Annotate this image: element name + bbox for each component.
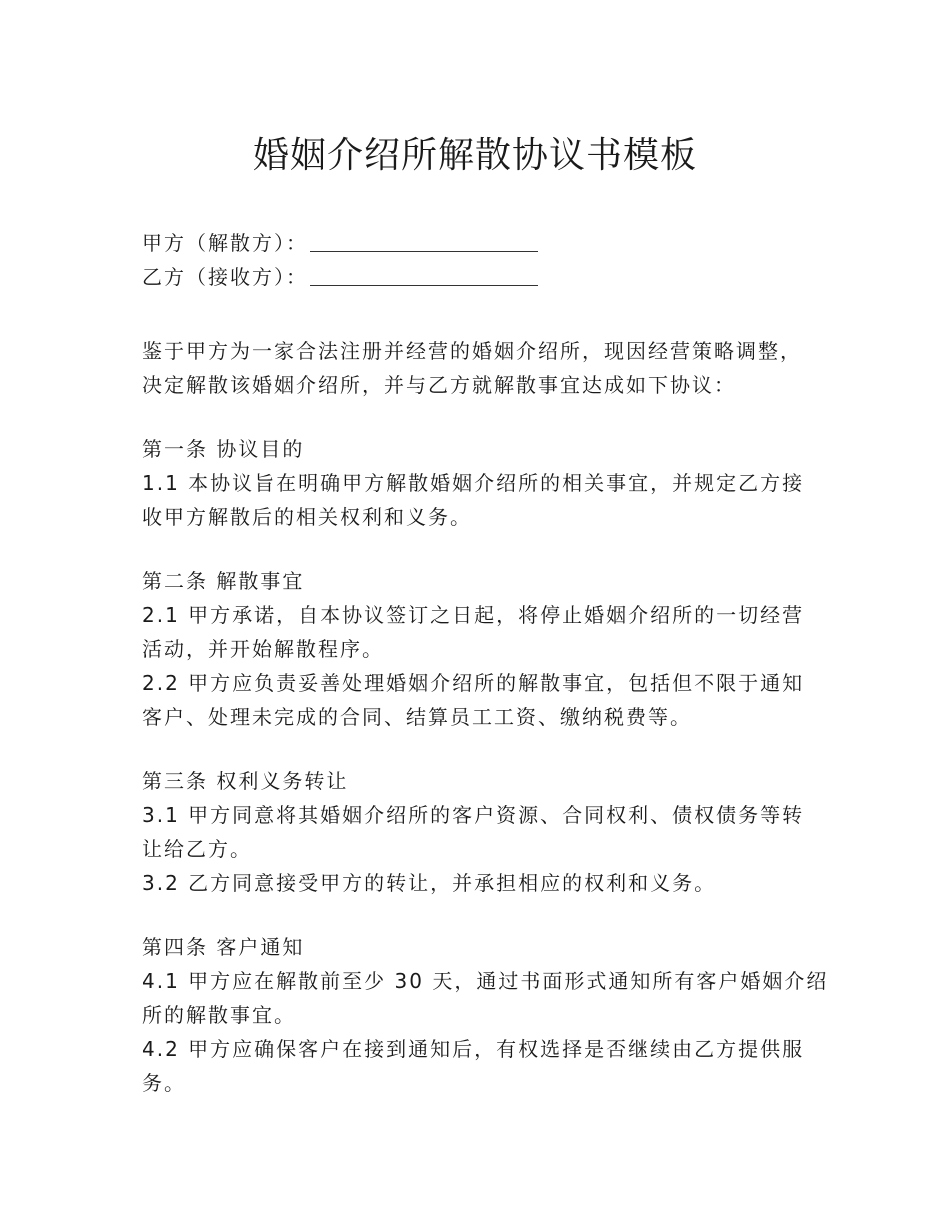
party-b-line xyxy=(142,260,810,294)
article-3-line: 3.2 乙方同意接受甲方的转让，并承担相应的权利和义务。 xyxy=(142,871,717,895)
article-2-line: 2.1 甲方承诺，自本协议签订之日起，将停止婚姻介绍所的一切经营 xyxy=(142,603,805,627)
document-body xyxy=(142,226,829,1100)
party-a-line xyxy=(142,226,810,260)
article-2-heading: 第二条 解散事宜 xyxy=(142,569,305,593)
party-a-blank[interactable] xyxy=(310,229,538,252)
document-title: 婚姻介绍所解散协议书模板 xyxy=(252,135,697,176)
article-2-line: 活动，并开始解散程序。 xyxy=(142,637,384,661)
intro-line-1: 鉴于甲方为一家合法注册并经营的婚姻介绍所，现因经营策略调整， xyxy=(142,339,802,363)
article-2-line: 2.2 甲方应负责妥善处理婚姻介绍所的解散事宜，包括但不限于通知 xyxy=(142,671,805,695)
article-4-line: 所的解散事宜。 xyxy=(142,1003,296,1027)
article-4-line: 4.1 甲方应在解散前至少 30 天，通过书面形式通知所有客户婚姻介绍 xyxy=(142,969,829,993)
article-4-line: 4.2 甲方应确保客户在接到通知后，有权选择是否继续由乙方提供服 xyxy=(142,1037,805,1061)
article-3-heading: 第三条 权利义务转让 xyxy=(142,769,349,793)
party-b-blank[interactable] xyxy=(310,263,538,286)
article-2-line: 客户、处理未完成的合同、结算员工工资、缴纳税费等。 xyxy=(142,705,692,729)
party-b-label: 乙方（接收方）： xyxy=(142,265,308,289)
article-4-heading: 第四条 客户通知 xyxy=(142,935,305,959)
article-1-heading: 第一条 协议目的 xyxy=(142,437,305,461)
intro-line-2: 决定解散该婚姻介绍所，并与乙方就解散事宜达成如下协议： xyxy=(142,373,736,397)
article-1-line: 1.1 本协议旨在明确甲方解散婚姻介绍所的相关事宜，并规定乙方接 xyxy=(142,471,805,495)
article-3-line: 3.1 甲方同意将其婚姻介绍所的客户资源、合同权利、债权债务等转 xyxy=(142,803,805,827)
party-a-label: 甲方（解散方）： xyxy=(142,231,308,255)
article-1-line: 收甲方解散后的相关权利和义务。 xyxy=(142,505,472,529)
article-4-line: 务。 xyxy=(142,1071,186,1095)
article-3-line: 让给乙方。 xyxy=(142,837,252,861)
